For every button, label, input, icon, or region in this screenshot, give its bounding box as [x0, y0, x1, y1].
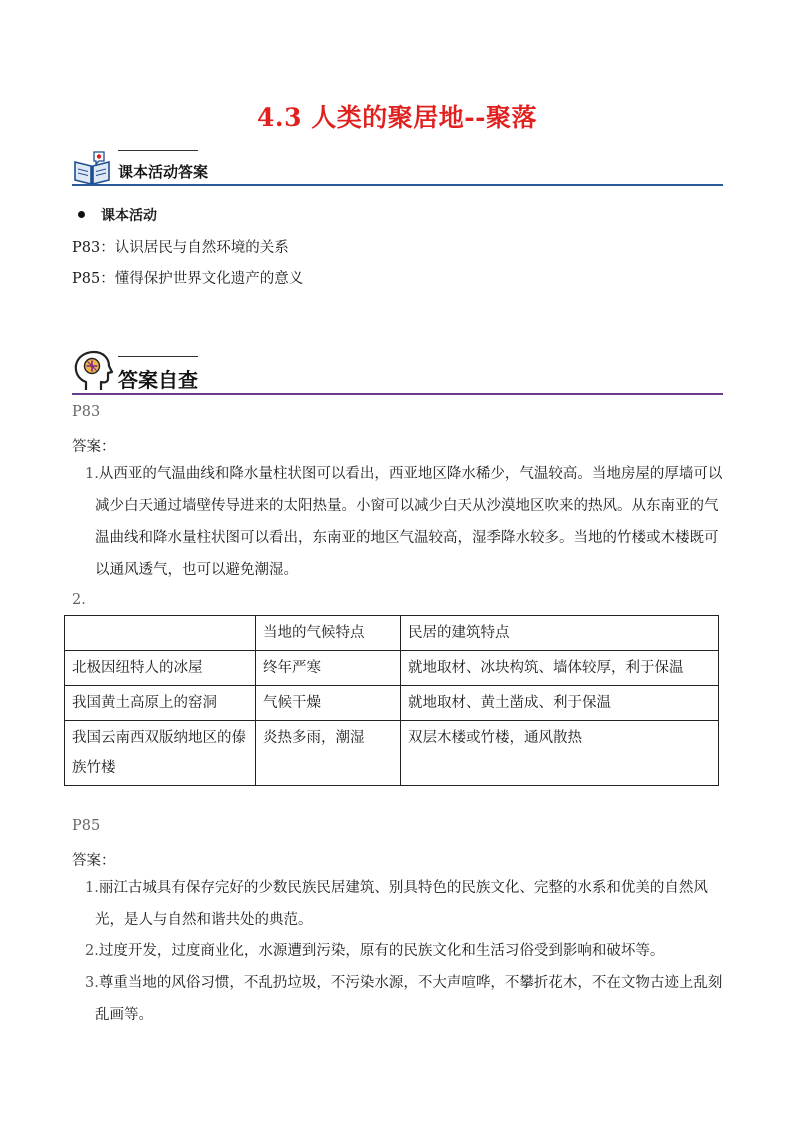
header-underline [72, 184, 723, 186]
answer-2-number: 2. [72, 592, 86, 608]
header-overline [118, 356, 198, 357]
book-icon [72, 148, 112, 186]
table-cell: 炎热多雨，潮湿 [256, 721, 401, 786]
bullet-dot-icon [78, 211, 85, 218]
answer-label: 答案： [72, 439, 116, 455]
table-header-cell: 民居的建筑特点 [401, 616, 719, 651]
activity-line-p83: P83：认识居民与自然环境的关系 [72, 240, 289, 256]
answer-1 [72, 872, 724, 936]
page-ref-p83: P83 [72, 404, 101, 420]
section-heading: 课本活动答案 [118, 163, 209, 181]
activity-line-p85: P85：懂得保护世界文化遗产的意义 [72, 271, 304, 287]
table-header-cell [65, 616, 256, 651]
table-cell: 终年严寒 [256, 651, 401, 686]
answer-text: 尊重当地的风俗习惯，不乱扔垃圾，不污染水源，不大声喧哗，不攀折花木，不在文物古迹上乱刻乱画等。 [95, 975, 723, 1023]
header-overline [118, 150, 198, 151]
bullet-label: 课本活动 [101, 208, 157, 224]
header-underline [72, 393, 723, 395]
table-row [65, 651, 719, 686]
table-header-row [65, 616, 719, 651]
answer-3 [72, 967, 724, 1031]
item-number: 1. [85, 466, 99, 482]
answer-2 [72, 935, 724, 967]
section-header-answer-check [72, 350, 723, 396]
thinking-head-icon [72, 350, 114, 394]
table-row [65, 686, 719, 721]
table-cell: 北极因纽特人的冰屋 [65, 651, 256, 686]
activity-bullet [78, 205, 157, 225]
section-heading: 答案自查 [118, 368, 198, 392]
dwelling-comparison-table [64, 615, 719, 786]
table-cell: 我国黄土高原上的窑洞 [65, 686, 256, 721]
table-cell: 就地取材、黄土凿成、利于保温 [401, 686, 719, 721]
answer-text: 过度开发，过度商业化，水源遭到污染，原有的民族文化和生活习俗受到影响和破坏等。 [98, 943, 665, 959]
table-cell: 气候干燥 [256, 686, 401, 721]
page-title: 4.3 人类的聚居地--聚落 [257, 103, 537, 132]
item-number: 1. [85, 880, 99, 896]
answer-1 [72, 458, 724, 586]
table-cell: 就地取材、冰块构筑、墙体较厚，利于保温 [401, 651, 719, 686]
answer-text: 丽江古城具有保存完好的少数民族民居建筑、别具特色的民族文化、完整的水系和优美的自然风光，是人与自然和谐共处的典范。 [95, 880, 708, 928]
table-row [65, 721, 719, 786]
table-cell: 双层木楼或竹楼，通风散热 [401, 721, 719, 786]
page-ref-p85: P85 [72, 818, 101, 834]
answer-label: 答案： [72, 853, 116, 869]
item-number: 3. [85, 975, 99, 991]
table-cell: 我国云南西双版纳地区的傣族竹楼 [65, 721, 256, 786]
item-number: 2. [85, 943, 99, 959]
table-header-cell: 当地的气候特点 [256, 616, 401, 651]
answer-text: 从西亚的气温曲线和降水量柱状图可以看出，西亚地区降水稀少，气温较高。当地房屋的厚墙可以减少白天通过墙壁传导进来的太阳热量。小窗可以减少白天从沙漠地区吹来的热风。从东南亚的气温曲线和降水量柱状图可以看出，东南亚的地区气温较高，湿季降水较多。当地的竹楼或木楼既可以通风透气，也可以避免潮湿。 [95, 466, 723, 578]
section-header-textbook-answers [72, 148, 723, 188]
